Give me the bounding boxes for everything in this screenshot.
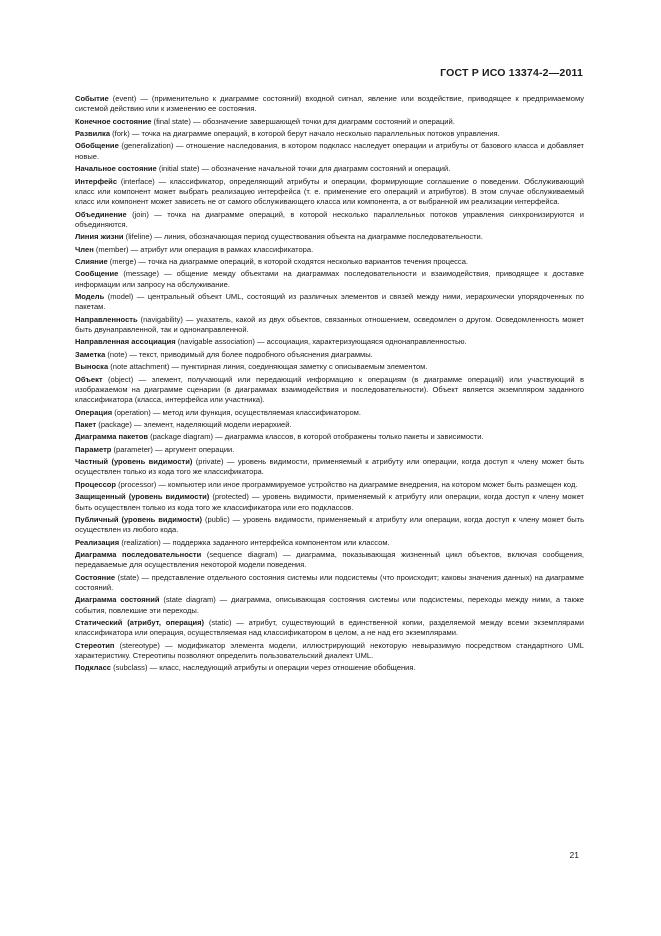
glossary-definition: (navigability) — указатель, какой из двух объектов, связанных отношением, осведомлен о другом. Осведомленность может быть двунаправленной, так и однонаправленной.: [75, 314, 584, 335]
glossary-term: Частный (уровень видимости): [75, 457, 193, 467]
glossary-term: Состояние: [75, 572, 116, 582]
glossary-definition: (interface) — классификатор, определяющий атрибуты и операции, формирующие соглашение о поведении. Обслуживающий класс или компонент может выбрать реализацию интерфейса (т. е. применение его операций и атрибутов). В этом случае обслуживаемый класс или компонент может зависеть не от самого обслуживающего класса или компонента, а от выбранной им реализации интерфейса.: [75, 176, 584, 207]
glossary-definition: (object) — элемент, получающий или передающий информацию к операциям (в диаграмме операций) или участвующий в изображаемом на диаграмме сценарии (в диаграммах взаимодействия и последовательности). Объект является экземпляром заданного классификатора (класса, интерфейса или участника).: [75, 374, 584, 405]
glossary-entry: [75, 432, 584, 442]
glossary-entry: [75, 129, 584, 139]
glossary-entry: [75, 618, 584, 639]
glossary-term: Направленная ассоциация: [75, 337, 176, 347]
glossary-entry: [75, 350, 584, 360]
glossary-term: Пакет: [75, 420, 97, 429]
glossary-definition: (event) — (применительно к диаграмме состояний) входной сигнал, явление или воздействие, приводящее к предпримаемому системой действию или к изменению ее состояния.: [75, 94, 584, 114]
page-number: 21: [569, 850, 579, 860]
glossary-definition: (fork) — точка на диаграмме операций, в которой берут начало несколько параллельных потоков управления.: [110, 129, 500, 139]
glossary-term: Сообщение: [75, 269, 119, 279]
glossary-entry: [75, 445, 584, 455]
glossary-entry: [75, 515, 584, 536]
glossary-entry: [75, 375, 584, 406]
glossary-definition: (package) — элемент, наделяющий модели иерархией.: [96, 420, 292, 429]
glossary-term: Направленность: [75, 314, 138, 324]
glossary-entry: [75, 595, 584, 616]
glossary-entry: [75, 641, 584, 662]
glossary-term: Объединение: [75, 209, 127, 219]
glossary-definition: (stereotype) — модификатор элемента модели, иллюстрирующий некоторую невыразимую посредством стандартного UML характеристику. Стереотипы позволяют определить пользовательский диалект UML.: [75, 640, 584, 661]
glossary-entry: [75, 480, 584, 490]
glossary-term: Процессор: [75, 479, 116, 489]
glossary-term: Заметка: [75, 349, 106, 359]
document-header: ГОСТ Р ИСО 13374-2—2011: [440, 67, 583, 79]
glossary-definition: (note) — текст, приводимый для более подробного объяснения диаграммы.: [105, 349, 373, 359]
glossary-definition: (generalization) — отношение наследования, в котором подкласс наследует операции и атрибуты от базового класса и добавляет новые.: [75, 141, 584, 161]
glossary-definition: (operation) — метод или функция, осуществляемая классификатором.: [112, 407, 361, 417]
glossary-term: Событие: [75, 94, 109, 103]
glossary-definition: (public) — уровень видимости, применяемый к атрибуту или операции, когда доступ к члену может быть осуществлен из любого кода.: [75, 514, 585, 535]
glossary-definition: (merge) — точка на диаграмме операций, в которой сходятся несколько вариантов течения процесса.: [107, 257, 468, 266]
glossary-entry: [75, 538, 584, 548]
glossary-term: Интерфейс: [75, 176, 118, 186]
glossary-term: Слияние: [75, 257, 108, 266]
glossary-definition: (protected) — уровень видимости, применяемый к атрибуту или операции, когда доступ к члену может быть осуществлен только из кода того же классификатора или его подклассов.: [75, 492, 585, 512]
glossary-entry: [75, 663, 584, 673]
glossary-entry: [75, 457, 584, 478]
glossary-definition: (processor) — компьютер или иное программируемое устройство на диаграмме внедрения, на котором может быть размещен код.: [116, 479, 578, 489]
glossary-definition: (private) — уровень видимости, применяемый к атрибуту или операции, когда доступ к члену может быть осуществлен только из кода того же классификатора.: [75, 457, 584, 477]
glossary-entry: [75, 269, 584, 290]
glossary-entry: [75, 245, 584, 255]
glossary-definition: (member) — атрибут или операция в рамках классификатора.: [93, 244, 314, 254]
glossary-term: Реализация: [75, 537, 120, 547]
glossary-entry: [75, 315, 584, 336]
glossary-entry: [75, 573, 584, 594]
glossary-definition: (package diagram) — диаграмма классов, в которой отображены только пакеты и зависимости.: [148, 432, 484, 442]
glossary-entry: [75, 232, 584, 242]
glossary-entry: [75, 492, 584, 513]
glossary-definition: (join) — точка на диаграмме операций, в которой несколько параллельных потоков управления синхронизируются и объединяются.: [75, 209, 584, 229]
glossary-term: Стереотип: [75, 640, 115, 650]
glossary-definition: (state diagram) — диаграмма, описывающая состояния системы или подсистемы, переходы между ними, а также события, повлекшие эти переходы.: [75, 595, 584, 615]
glossary-term: Обобщение: [75, 141, 119, 151]
glossary-entry: [75, 337, 584, 347]
glossary-term: Статический (атрибут, операция): [75, 618, 205, 628]
glossary-term: Конечное состояние: [75, 116, 152, 126]
glossary-definition: (initial state) — обозначение начальной точки для диаграмм состояний и операций.: [156, 164, 451, 174]
glossary-definition: (lifeline) — линия, обозначающая период существования объекта на диаграмме последовательности.: [123, 232, 483, 242]
glossary-term: Модель: [75, 292, 105, 302]
glossary-term: Линия жизни: [75, 232, 124, 242]
glossary-definition: (state) — представление отдельного состояния системы или подсистемы (что происходит; каковы значения данных) на диаграмме состояний.: [75, 572, 584, 592]
glossary-term: Член: [75, 244, 94, 254]
glossary-term: Объект: [75, 374, 103, 384]
glossary-body: [75, 94, 584, 676]
glossary-term: Диаграмма пакетов: [75, 432, 148, 442]
glossary-entry: [75, 420, 584, 430]
glossary-term: Диаграмма последовательности: [75, 550, 202, 560]
glossary-entry: [75, 210, 584, 231]
glossary-definition: (final state) — обозначение завершающей точки для диаграмм состояний и операций.: [151, 116, 455, 126]
glossary-term: Публичный (уровень видимости): [75, 514, 202, 524]
glossary-entry: [75, 292, 584, 313]
glossary-definition: (subclass) — класс, наследующий атрибуты и операции через отношение обобщения.: [110, 663, 416, 673]
glossary-term: Диаграмма состояний: [75, 595, 160, 605]
glossary-definition: (parameter) — аргумент операции.: [111, 444, 235, 454]
glossary-entry: [75, 408, 584, 418]
glossary-definition: (static) — атрибут, существующий в единственной копии, разделяемой между всеми экземплярами классификатора или операция, осуществляемая над классификатором в целом, а не над его экземплярами.: [75, 618, 584, 638]
glossary-definition: (sequence diagram) — диаграмма, показывающая жизненный цикл объектов, включая сообщения, передаваемые для осуществления некоторой модели поведения.: [75, 550, 584, 570]
glossary-term: Защищенный (уровень видимости): [75, 492, 210, 502]
glossary-entry: [75, 164, 584, 174]
glossary-term: Параметр: [75, 444, 112, 454]
glossary-entry: [75, 257, 584, 267]
glossary-term: Развилка: [75, 129, 111, 139]
glossary-entry: [75, 362, 584, 372]
glossary-definition: (note attachment) — пунктирная линия, соединяющая заметку с описываемым элементом.: [108, 362, 428, 372]
glossary-definition: (model) — центральный объект UML, состоящий из различных элементов и связей между ними, иерархически упорядоченных по пакетам.: [75, 292, 584, 312]
glossary-entry: [75, 177, 584, 208]
glossary-term: Начальное состояние: [75, 164, 157, 174]
glossary-definition: (navigable association) — ассоциация, характеризующаяся однонаправленностью.: [175, 337, 467, 347]
glossary-term: Операция: [75, 407, 113, 417]
glossary-term: Выноска: [75, 362, 109, 372]
glossary-entry: [75, 94, 584, 115]
glossary-entry: [75, 550, 584, 571]
glossary-definition: (realization) — поддержка заданного интерфейса компонентом или классом.: [119, 537, 390, 547]
glossary-entry: [75, 117, 584, 127]
glossary-entry: [75, 141, 584, 162]
glossary-definition: (message) — общение между объектами на диаграммах последовательности и взаимодействия, приводящее к доставке информации или запросу на обслуживание.: [75, 269, 584, 289]
glossary-term: Подкласс: [75, 663, 111, 673]
